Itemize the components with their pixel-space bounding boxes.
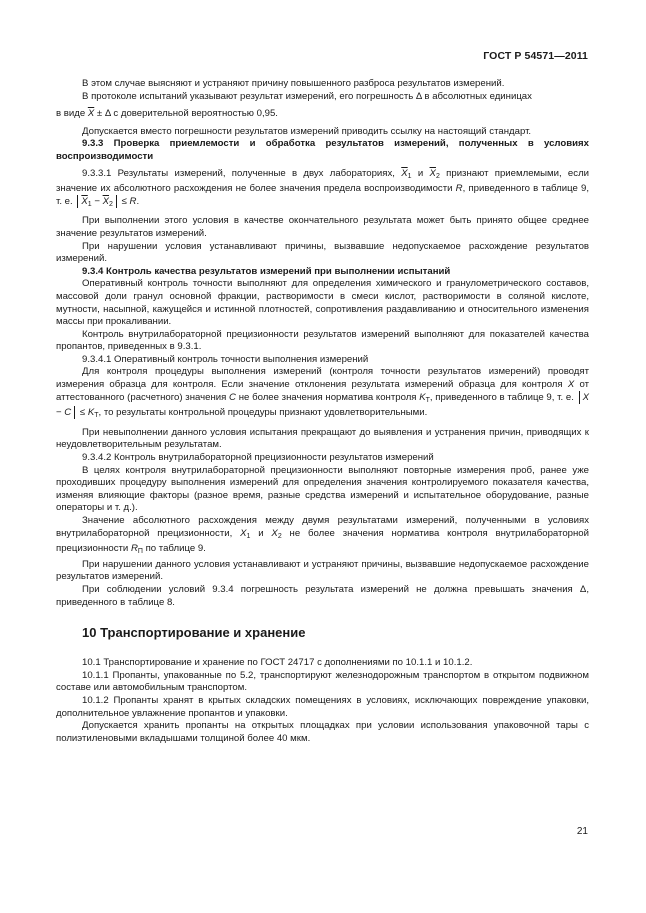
paragraph: В протоколе испытаний указывают результат измерений, его погрешность Δ в абсолютных единицах bbox=[82, 90, 532, 102]
k-symbol: K bbox=[419, 391, 426, 403]
x-mean-symbol: $\overline{X}$ bbox=[87, 108, 95, 120]
x1-symbol: $\overline{X}$ bbox=[81, 195, 88, 207]
k-symbol: K bbox=[87, 407, 95, 419]
subscript: 2 bbox=[277, 532, 282, 540]
text: по таблице 9. bbox=[145, 543, 206, 555]
paragraph: 10.1.1 Пропанты, упакованные по 5.2, транспортируют железнодорожным транспортом в открытом подвижном составе или автомобильным транспортом. bbox=[56, 669, 589, 694]
x2-symbol: X bbox=[271, 527, 278, 539]
text: Значение абсолютного расхождения между двумя результатами измерений, полученными в условиях внутрилабораторной прецизионности, bbox=[56, 515, 589, 539]
r-symbol: R bbox=[130, 543, 138, 555]
minus-sign: − bbox=[94, 195, 100, 207]
r-symbol: R bbox=[129, 195, 137, 207]
text: от аттестованного (расчетного) значения bbox=[56, 379, 589, 403]
paragraph: 10.1 Транспортирование и хранение по ГОСТ 24717 с дополнениями по 10.1.1 и 10.1.2. bbox=[82, 657, 473, 669]
text: . bbox=[136, 195, 140, 207]
minus-sign: − bbox=[56, 407, 62, 419]
le-sign: ≤ bbox=[79, 407, 86, 419]
paragraph-control-procedure bbox=[56, 366, 589, 422]
section-heading-9-3-3: 9.3.3 Проверка приемлемости и обработка результатов измерений, полученных в условиях воспроизводимости bbox=[56, 138, 589, 162]
paragraph: При нарушении данного условия устанавливают и устраняют причины, вызвавшие недопускаемое расхождение результатов измерений. bbox=[56, 558, 589, 583]
c-symbol: C bbox=[64, 407, 72, 419]
text: в виде bbox=[56, 108, 86, 120]
subscript: 2 bbox=[435, 172, 440, 180]
paragraph-9-3-3-1 bbox=[56, 168, 589, 212]
le-sign: ≤ bbox=[121, 195, 127, 207]
subscript: 1 bbox=[246, 532, 251, 540]
page-number: 21 bbox=[576, 826, 588, 837]
paragraph: Допускается хранить пропанты на открытых площадках при условии использования упаковочной тары с полиэтиленовыми вкладышами толщиной более 40 мкм. bbox=[56, 720, 589, 744]
page-content bbox=[56, 78, 589, 745]
formula-line-result bbox=[56, 108, 589, 121]
x2-symbol: $\overline{X}$ bbox=[429, 167, 436, 179]
paragraph: При соблюдении условий 9.3.4 погрешность результата измерений не должна превышать значения Δ, приведенного в таблице 8. bbox=[56, 583, 589, 608]
paragraph: 9.3.4.1 Оперативный контроль точности выполнения измерений bbox=[82, 353, 369, 365]
section-heading-9-3-4: 9.3.4 Контроль качества результатов измерений при выполнении испытаний bbox=[82, 265, 451, 277]
text: не более значения норматива контроля внутрилабораторной прецизионности bbox=[56, 527, 589, 555]
x-symbol: X bbox=[582, 391, 590, 403]
paragraph: При нарушении условия устанавливают причины, вызвавшие недопускаемое расхождение результатов измерений. bbox=[56, 240, 589, 265]
abs-difference-formula bbox=[77, 195, 117, 208]
paragraph: 9.3.4.2 Контроль внутрилабораторной прецизионности результатов измерений bbox=[82, 452, 434, 464]
paragraph: В этом случае выясняют и устраняют причину повышенного разброса результатов измерений. bbox=[82, 78, 505, 89]
x1-symbol: $\overline{X}$ bbox=[401, 167, 408, 179]
text: , приведенного в таблице 9, т. е. bbox=[429, 391, 574, 403]
standard-header: ГОСТ Р 54571—2011 bbox=[483, 50, 588, 62]
paragraph: 10.1.2 Пропанты хранят в крытых складских помещениях в условиях, исключающих повреждение упаковки, дополнительное увлажнение пропантов и упаковки. bbox=[56, 694, 589, 719]
paragraph: При невыполнении данного условия испытания прекращают до выявления и устранения причин, приводящих к неудовлетворительным результатам. bbox=[56, 426, 589, 451]
c-symbol: C bbox=[229, 391, 236, 403]
x1-symbol: X bbox=[240, 527, 247, 539]
paragraph-abs-difference bbox=[56, 515, 589, 559]
subscript: П bbox=[137, 548, 143, 556]
text: признают приемлемыми, если значение их абсолютного расхождения не более значения предела воспроизводимости bbox=[56, 167, 590, 195]
paragraph: Контроль внутрилабораторной прецизионности результатов измерений выполняют для показателей качества пропантов, приведенных в 9.3.1. bbox=[56, 328, 589, 353]
text: ± Δ с доверительной вероятностью 0,95. bbox=[96, 108, 278, 120]
text: , приведенного в таблице 9, т. е. bbox=[56, 183, 589, 207]
text: не более значения норматива контроля bbox=[238, 391, 417, 403]
paragraph: При выполнении этого условия в качестве окончательного результата может быть принято общее среднее значение результатов измерений. bbox=[56, 215, 589, 239]
subscript: 2 bbox=[109, 200, 113, 208]
paragraph: В целях контроля внутрилабораторной прецизионности выполняют повторные измерения проб, ранее уже проходивших процедуру выполнения измерений для определения значения контролируемого показателя качества, изменяя влияющие факторы (разное время, разные средства измерений и испытательное оборудование, разные операторы и т. д.). bbox=[56, 464, 589, 514]
subscript: Т bbox=[425, 396, 430, 404]
x2-symbol: $\overline{X}$ bbox=[102, 195, 110, 207]
paragraph: Допускается вместо погрешности результатов измерений приводить ссылку на настоящий стандарт. bbox=[82, 125, 532, 137]
r-symbol: R bbox=[455, 183, 463, 195]
x-symbol: X bbox=[567, 379, 575, 391]
subscript: Т bbox=[94, 412, 99, 420]
subscript: 1 bbox=[407, 172, 412, 180]
text: и bbox=[258, 527, 264, 539]
text: и bbox=[417, 167, 424, 179]
text: Для контроля процедуры выполнения измерений (контроля точности результатов измерений) проводят измерения образца для контроля. Если значение отклонения результата измерений образца для контроля bbox=[56, 366, 589, 391]
paragraph: Оперативный контроль точности выполняют для определения химического и гранулометрического составов, массовой доли гранул основной фракции, растворимости в смеси кислот, растворимости в соляной кислоте, мутности, насыпной, кажущейся и истинной плотностей, сопротивления раздавливанию и относительного изменения массы при прокаливании. bbox=[56, 278, 589, 328]
subscript: 1 bbox=[87, 200, 92, 208]
text: , то результаты контрольной процедуры признают удовлетворительными. bbox=[98, 407, 428, 419]
section-heading-10: 10 Транспортирование и хранение bbox=[82, 625, 306, 641]
text: 9.3.3.1 Результаты измерений, полученные в двух лабораториях, bbox=[82, 167, 395, 179]
